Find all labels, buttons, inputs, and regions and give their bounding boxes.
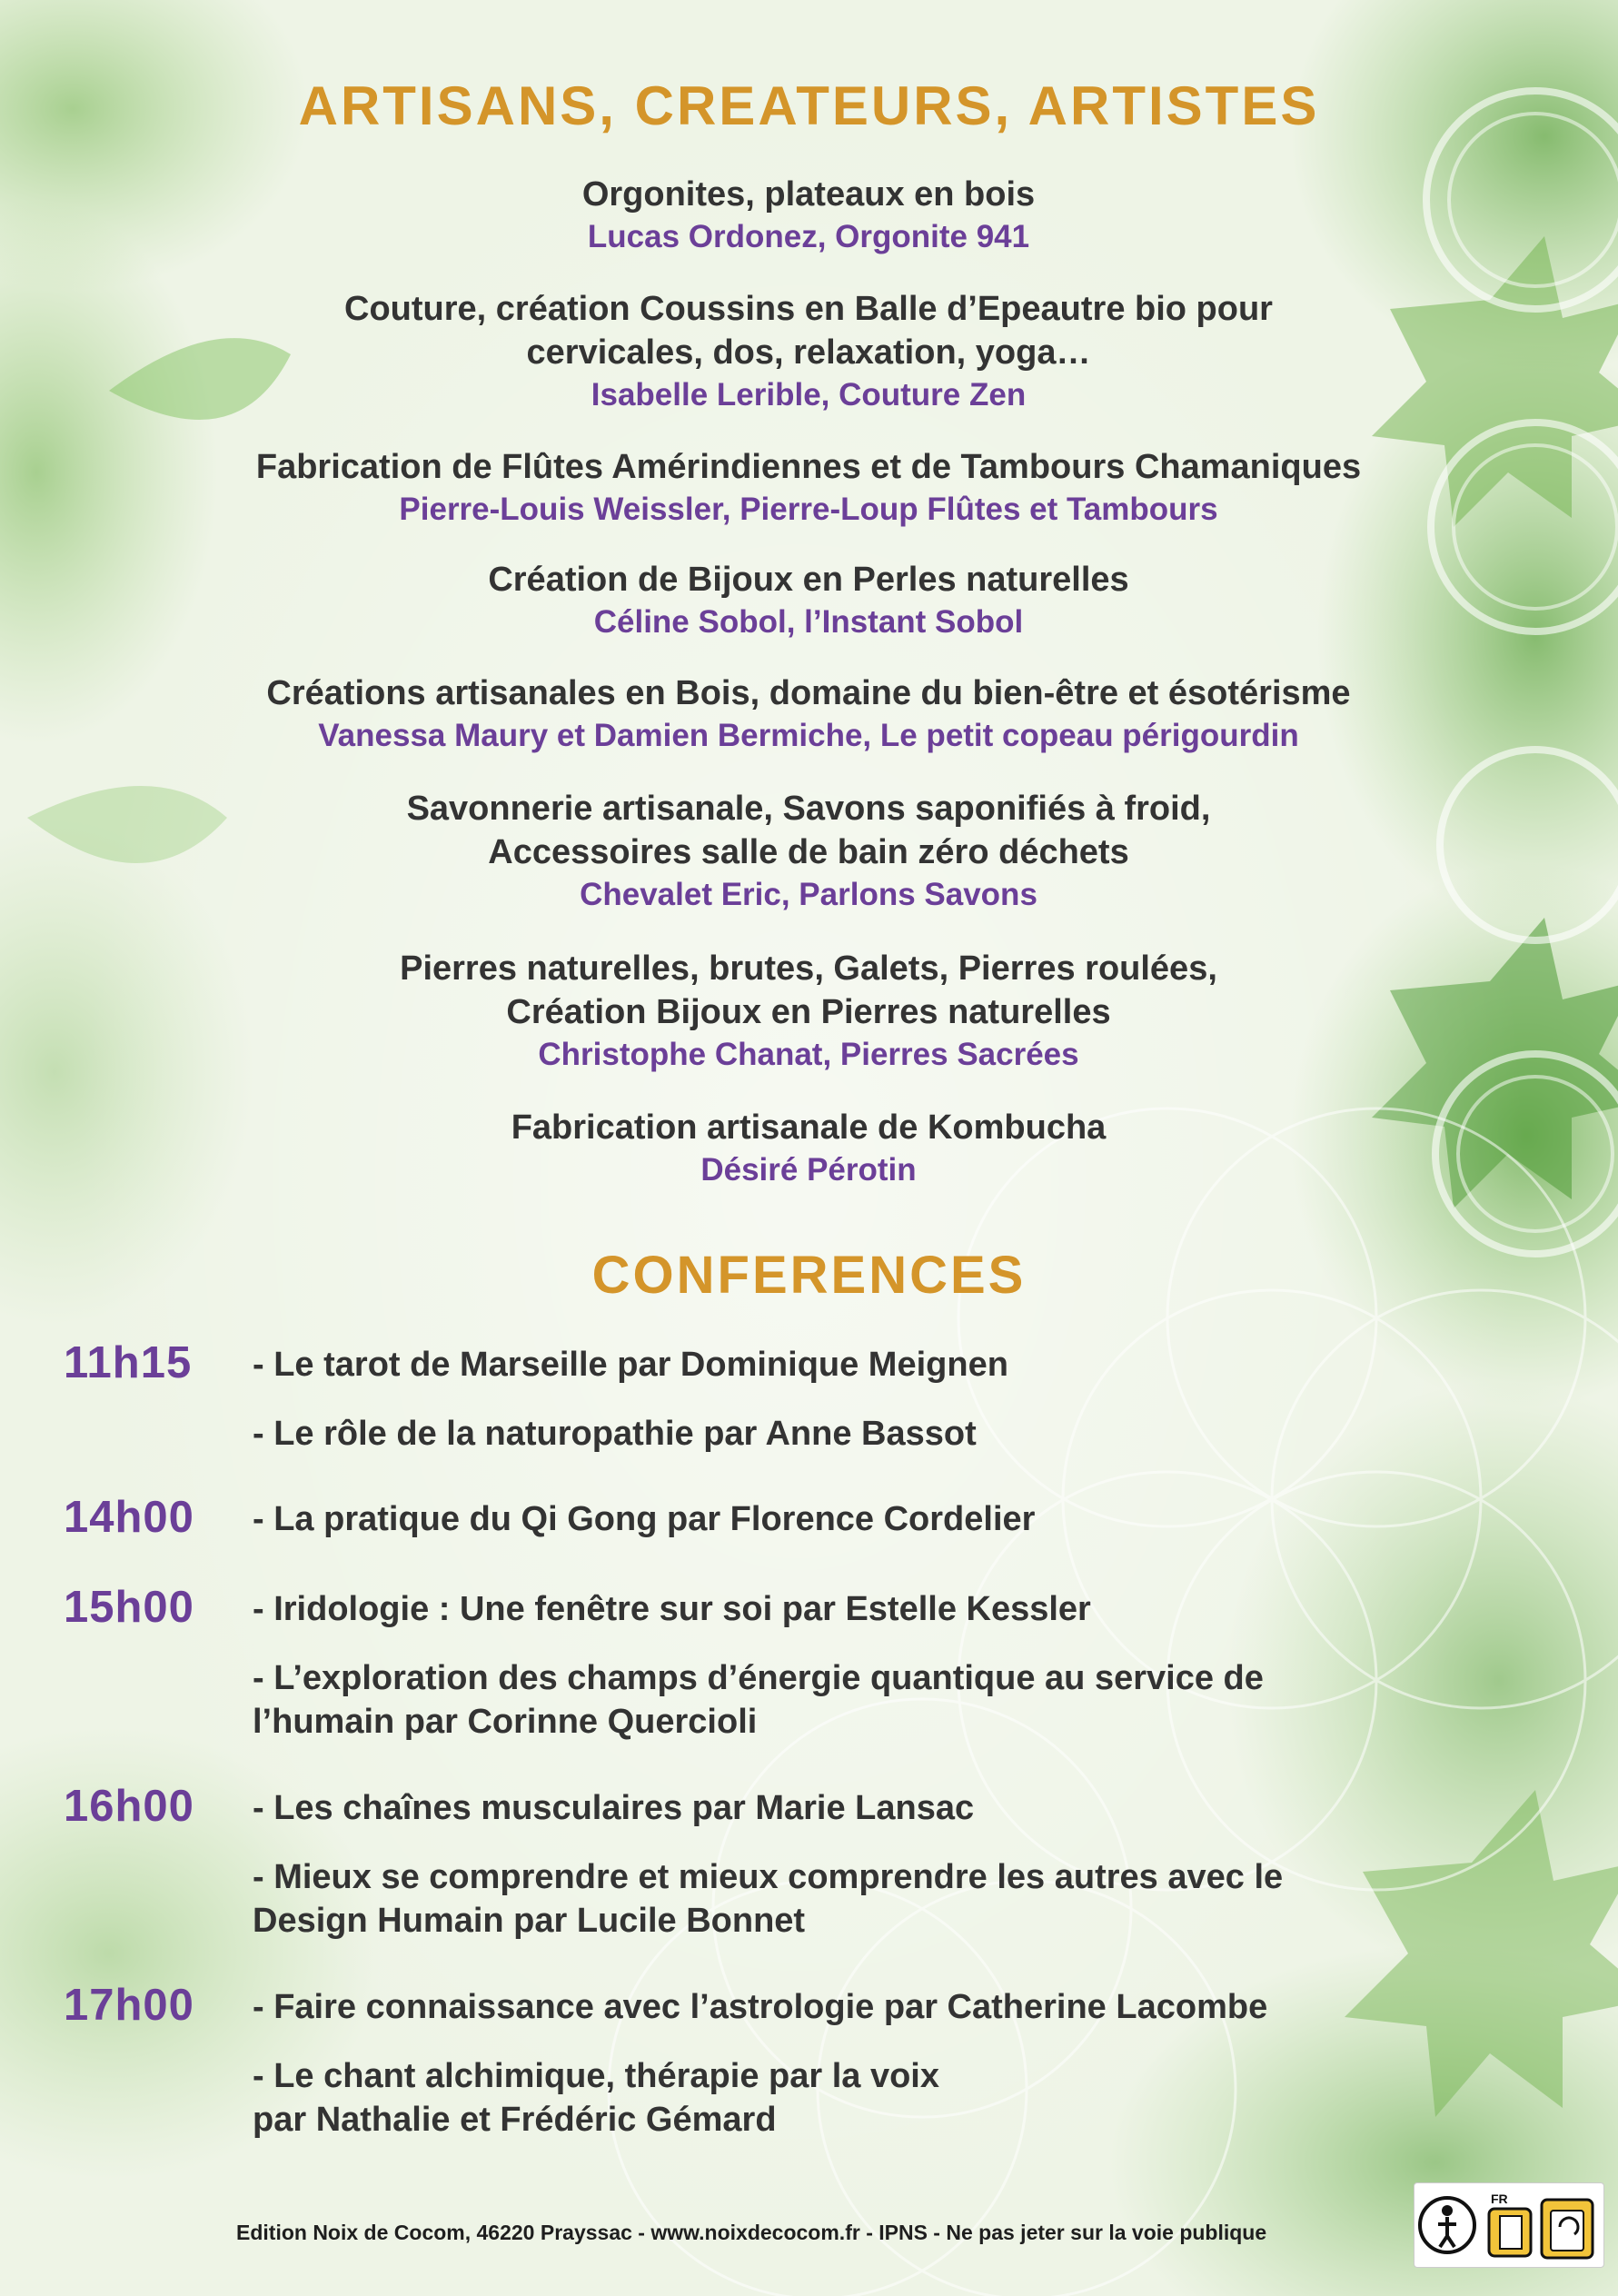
entry-description: Pierres naturelles, brutes, Galets, Pierres roulées, xyxy=(400,949,1217,988)
talk-item-continued: par Nathalie et Frédéric Gémard xyxy=(253,2101,777,2139)
talk-item-continued: l’humain par Corinne Quercioli xyxy=(253,1703,758,1741)
entry-description: Création de Bijoux en Perles naturelles xyxy=(488,561,1129,599)
recycling-person-icon xyxy=(1420,2198,1474,2252)
entry-description: Accessoires salle de bain zéro déchets xyxy=(488,833,1129,871)
talk-item: - Le tarot de Marseille par Dominique Meignen xyxy=(253,1346,1008,1384)
artisan-entry-savonnerie xyxy=(127,787,1490,916)
talk-item: - La pratique du Qi Gong par Florence Cordelier xyxy=(253,1500,1036,1538)
entry-artisan-name: Chevalet Eric, Parlons Savons xyxy=(580,877,1037,912)
talk-item: - Les chaînes musculaires par Marie Lansac xyxy=(253,1789,975,1827)
entry-artisan-name: Lucas Ordonez, Orgonite 941 xyxy=(587,219,1030,254)
artisan-entry-bijoux xyxy=(127,558,1490,643)
entry-artisan-name: Vanessa Maury et Damien Bermiche, Le petit copeau périgourdin xyxy=(318,718,1299,753)
conferences-title: CONFERENCES xyxy=(591,1246,1027,1305)
talk-item-continued: Design Humain par Lucile Bonnet xyxy=(253,1902,806,1940)
footer-credits: Edition Noix de Cocom, 46220 Prayssac - www.noixdecocom.fr - IPNS - Ne pas jeter sur la voie publique xyxy=(236,2221,1267,2244)
recycle-bin-icon xyxy=(1542,2200,1593,2258)
entry-artisan-name: Céline Sobol, l’Instant Sobol xyxy=(593,604,1024,640)
slot-time: 11h15 xyxy=(64,1338,193,1387)
entry-description: Orgonites, plateaux en bois xyxy=(581,175,1036,214)
entry-description: Fabrication de Flûtes Amérindiennes et de Tambours Chamaniques xyxy=(255,448,1362,486)
entry-description: Savonnerie artisanale, Savons saponifiés à froid, xyxy=(406,790,1211,828)
artisan-entry-pierres xyxy=(127,947,1490,1076)
logo-badge-text: FR xyxy=(1491,2192,1508,2206)
slot-time: 17h00 xyxy=(64,1981,194,2030)
entry-artisan-name: Désiré Pérotin xyxy=(700,1152,917,1188)
talk-item: - Iridologie : Une fenêtre sur soi par Estelle Kessler xyxy=(253,1590,1091,1628)
paper-sheet-icon xyxy=(1489,2209,1531,2256)
artisan-entry-bois xyxy=(127,671,1490,757)
slot-time: 16h00 xyxy=(64,1782,194,1831)
entry-description: Couture, création Coussins en Balle d’Epeautre bio pour xyxy=(344,290,1273,328)
entry-description: cervicales, dos, relaxation, yoga… xyxy=(526,333,1091,372)
slot-time: 15h00 xyxy=(64,1583,194,1632)
artisan-entry-orgonites xyxy=(127,173,1490,258)
talk-item: - L’exploration des champs d’énergie quantique au service de xyxy=(253,1659,1264,1697)
talk-item: - Le chant alchimique, thérapie par la voix xyxy=(253,2057,939,2095)
entry-description: Fabrication artisanale de Kombucha xyxy=(511,1108,1107,1147)
talk-item: - Le rôle de la naturopathie par Anne Bassot xyxy=(253,1415,977,1453)
entry-artisan-name: Christophe Chanat, Pierres Sacrées xyxy=(538,1037,1079,1072)
artisan-entry-couture xyxy=(127,287,1490,416)
recycling-logo xyxy=(1414,2182,1604,2268)
talk-item: - Mieux se comprendre et mieux comprendre les autres avec le xyxy=(253,1858,1284,1896)
talk-item: - Faire connaissance avec l’astrologie par Catherine Lacombe xyxy=(253,1988,1268,2026)
artisans-title: ARTISANS, CREATEURS, ARTISTES xyxy=(298,75,1320,136)
artisan-entry-flutes xyxy=(127,445,1490,531)
artisan-entry-kombucha xyxy=(127,1106,1490,1191)
entry-description: Créations artisanales en Bois, domaine du bien-être et ésotérisme xyxy=(266,674,1351,712)
entry-description: Création Bijoux en Pierres naturelles xyxy=(506,993,1111,1031)
entry-artisan-name: Pierre-Louis Weissler, Pierre-Loup Flûtes et Tambours xyxy=(399,492,1218,527)
slot-time: 14h00 xyxy=(64,1493,194,1542)
entry-artisan-name: Isabelle Lerible, Couture Zen xyxy=(591,377,1027,412)
